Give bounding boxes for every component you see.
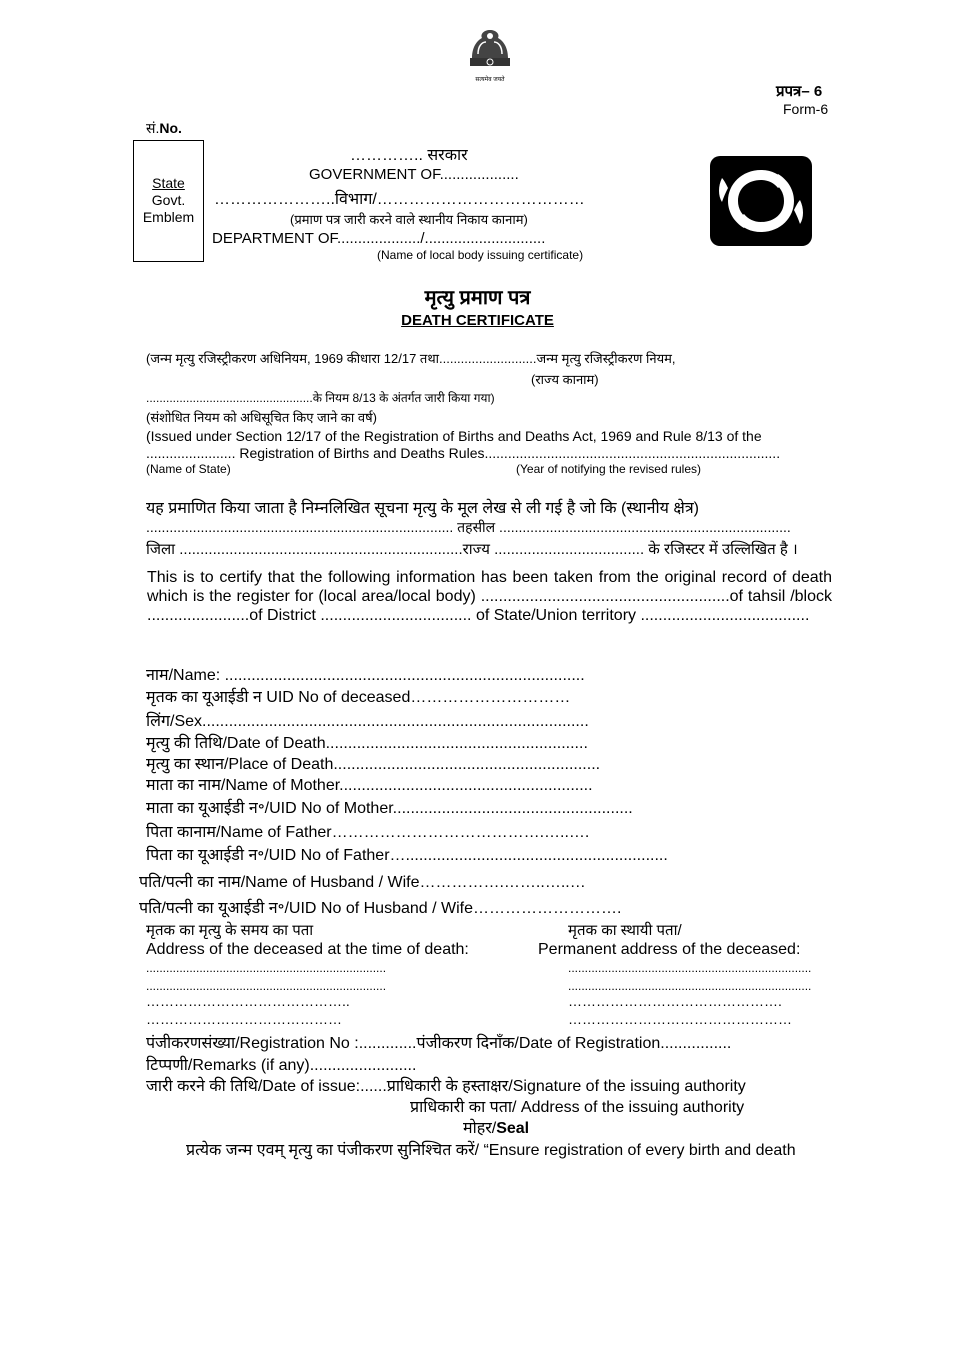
form-number-hindi: प्रपत्र– 6 <box>776 83 823 100</box>
form-number-english: Form-6 <box>783 101 829 117</box>
preamble-english-line2: ....................... Registration of Births and Deaths Rules............................................................................ <box>146 445 781 461</box>
box-line-govt: Govt. <box>151 192 186 208</box>
field-mother-name: माता का नाम/Name of Mother......................................................... <box>146 777 593 794</box>
certify-english: This is to certify that the following information has been taken from the original record of death which is the register for (local area/local body) ........................................................of tahsil /block .......................of District .................................. of State/Union territory ...................................... <box>147 569 832 624</box>
field-uid-deceased: मृतक का यूआईडी न UID No of deceased………………………… <box>146 689 571 706</box>
certify-hindi-line3: जिला ....................................................................राज्य .................................... के रजिस्टर में उल्लिखित है । <box>146 541 798 558</box>
box-line-emblem: Emblem <box>142 209 195 225</box>
dept-english: DEPARTMENT OF..................../............................. <box>212 230 546 247</box>
preamble-hindi-line3: (संशोधित नियम को अधिसूचित किए जाने का वर्ष) <box>146 410 377 425</box>
address-permanent-line: ………………………………………. <box>568 993 782 1009</box>
field-name: नाम/Name: ................................................................................. <box>146 667 585 684</box>
address-permanent-line: ......................................................................... <box>568 961 812 975</box>
issue-date-signature-line: जारी करने की तिथि/Date of issue:......प्राधिकारी के हस्ताक्षर/Signature of the issuing authority <box>146 1078 746 1095</box>
govt-hindi: ………….. सरकार <box>350 147 468 164</box>
title-hindi: मृत्यु प्रमाण पत्र <box>424 287 531 309</box>
address-permanent-english: Permanent address of the deceased: <box>538 941 801 958</box>
address-permanent-line: ………………………………………… <box>568 1011 792 1027</box>
field-date-of-death: मृत्यु की तिथि/Date of Death........................................................... <box>146 735 588 752</box>
national-emblem <box>462 24 518 83</box>
authority-address: प्राधिकारी का पता/ Address of the issuing authority <box>410 1099 745 1116</box>
field-father-name: पिता कानाम/Name of Father………………………………….…..…. <box>146 824 590 841</box>
state-emblem-box <box>133 140 204 262</box>
address-permanent-hindi: मृतक का स्थायी पता/ <box>568 922 682 939</box>
local-body-hindi: (प्रमाण पत्र जारी करने वाले स्थानीय निकाय कानाम) <box>290 212 528 227</box>
emblem-motto: सत्यमेव जयते <box>475 77 505 83</box>
serial-number-label: सं.No. <box>146 120 182 136</box>
local-body-english: (Name of local body issuing certificate) <box>377 248 584 262</box>
preamble-hindi-line1: (जन्म मृत्यु रजिस्ट्रीकरण अधिनियम, 1969 कीधारा 12/17 तथा...........................जन्म मृत्यु रजिस्ट्रीकरण नियम, <box>146 351 676 366</box>
govt-english: GOVERNMENT OF................... <box>309 166 519 183</box>
address-permanent-line: ......................................................................... <box>568 979 812 993</box>
year-label: (Year of notifying the revised rules) <box>516 462 701 476</box>
seal-label: मोहर/Seal <box>463 1120 530 1137</box>
registration-logo-icon <box>710 156 812 246</box>
certify-hindi-line2: ............................................................................... तहसील ........................................................................... <box>146 519 791 535</box>
address-death-english: Address of the deceased at the time of death: <box>146 941 469 958</box>
title-english: DEATH CERTIFICATE <box>401 312 554 329</box>
field-father-uid: पिता का यूआईडी न॰/UID No of Father…........................................................... <box>146 847 668 864</box>
field-spouse-uid: पति/पत्नी का यूआईडी न॰/UID No of Husband / Wife………………………. <box>139 900 622 917</box>
address-death-hindi: मृतक का मृत्यु के समय का पता <box>146 922 314 939</box>
field-spouse-name: पति/पत्नी का नाम/Name of Husband / Wife…………….……..…..… <box>139 874 586 891</box>
address-death-line: ........................................................................ <box>146 979 387 993</box>
address-death-line: …………………………………… <box>146 1011 342 1027</box>
preamble-state-name-hindi: (राज्य कानाम) <box>531 372 599 387</box>
certify-hindi-line1: यह प्रमाणित किया जाता है निम्नलिखित सूचना मृत्यु के मूल लेख से ली गई है जो कि (स्थानीय क्षेत्र) <box>146 500 699 517</box>
field-mother-uid: माता का यूआईडी न॰/UID No of Mother...................................................... <box>146 800 633 817</box>
field-place-of-death: मृत्यु का स्थान/Place of Death............................................................ <box>146 756 601 773</box>
dept-hindi: …………………..विभाग/………………………………… <box>214 191 585 208</box>
ensure-registration-note: प्रत्येक जन्म एवम् मृत्यु का पंजीकरण सुनिश्चित करें/ “Ensure registration of every birth and death <box>186 1142 796 1159</box>
address-death-line: …………………………………….. <box>146 993 350 1009</box>
state-name-label: (Name of State) <box>146 462 231 476</box>
crs-logo <box>710 156 812 251</box>
address-death-line: ........................................................................ <box>146 961 387 975</box>
field-sex: लिंग/Sex....................................................................................... <box>146 713 589 730</box>
preamble-english-line1: (Issued under Section 12/17 of the Registration of Births and Deaths Act, 1969 and Rule 8/13 of the <box>146 428 762 444</box>
lion-capital-icon <box>462 24 518 70</box>
box-line-state: State <box>152 175 185 191</box>
preamble-hindi-line2: ..................................................के नियम 8/13 के अंतर्गत जारी किया गया) <box>146 391 495 405</box>
registration-line: पंजीकरणसंख्या/Registration No :.............पंजीकरण दिनाँक/Date of Registration................ <box>146 1035 732 1052</box>
remarks-line: टिप्पणी/Remarks (if any)........................ <box>146 1057 417 1074</box>
